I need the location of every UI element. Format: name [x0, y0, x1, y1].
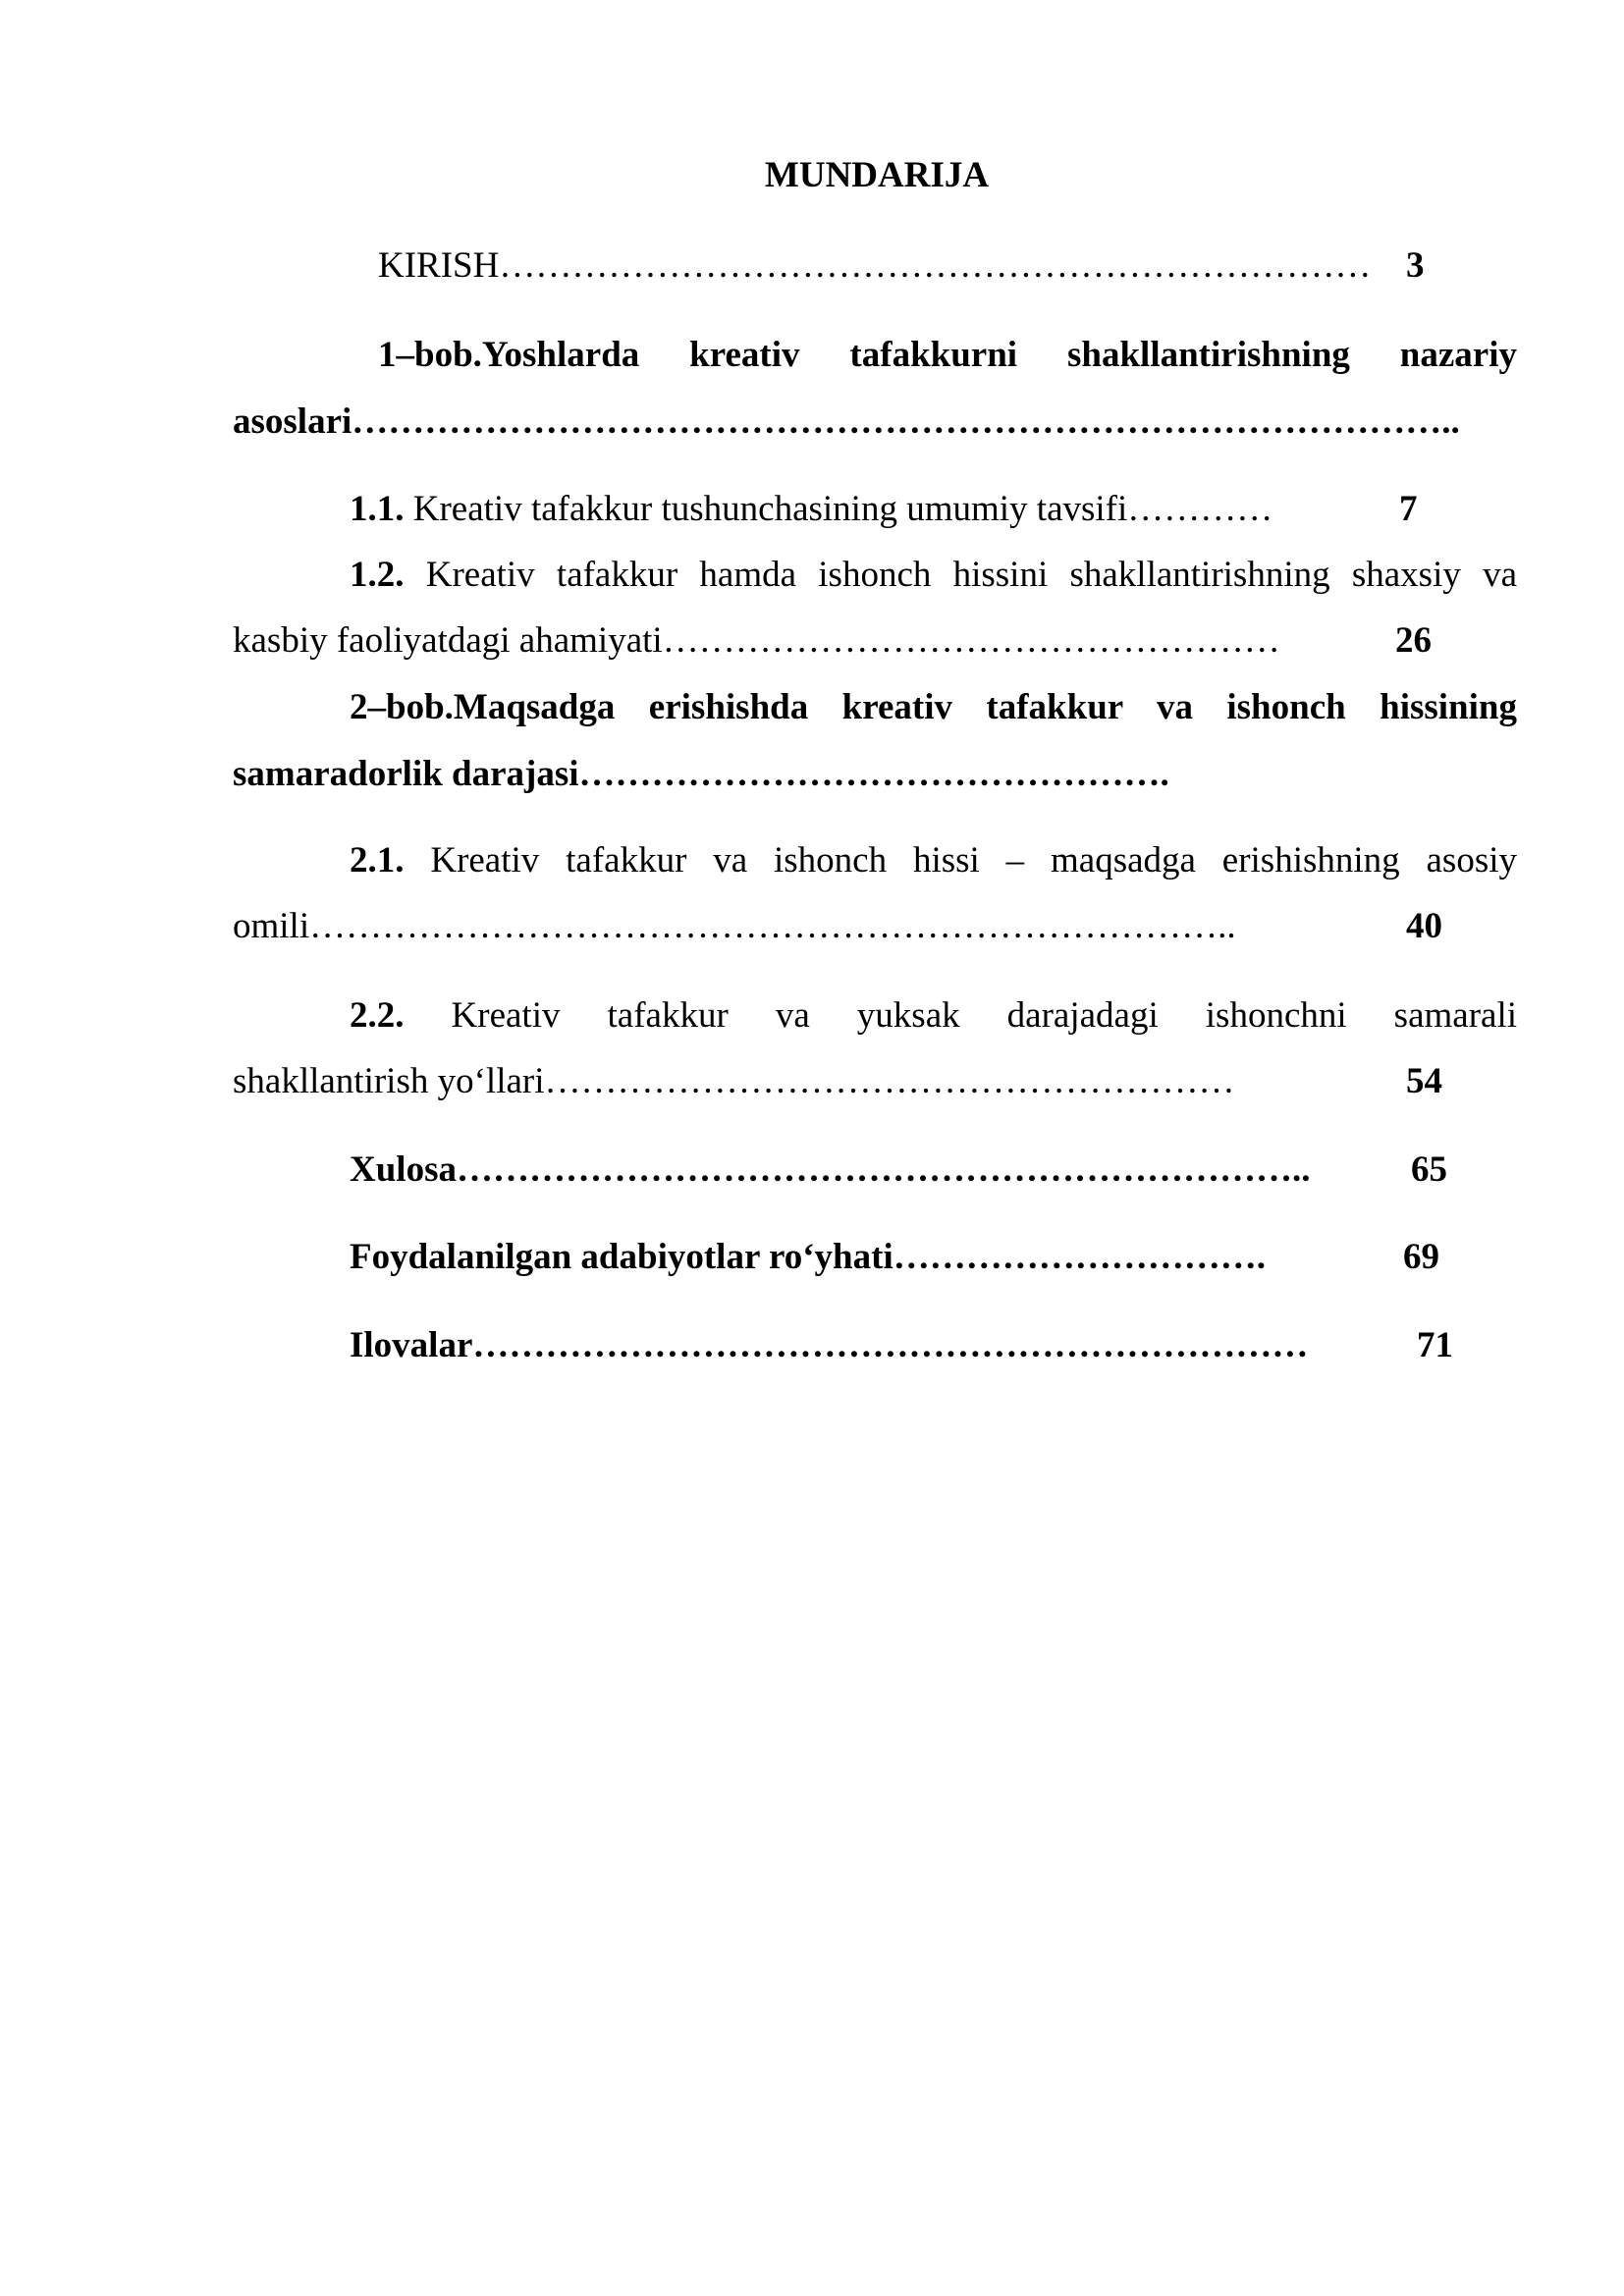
toc-section-number: 2.1.: [350, 840, 405, 881]
toc-entry-appendices: Ilovalar……………………………………………………………: [350, 1325, 1309, 1365]
toc-section-number: 1.1.: [350, 489, 405, 529]
toc-page-number: 7: [1399, 489, 1418, 529]
toc-entry-2-2-line1: [350, 997, 1517, 1034]
toc-entry-text: Kreativ tafakkur va ishonch hissi – maqsadga erishishning asosiy: [430, 840, 1518, 881]
toc-chapter-1-line2: asoslari………………………………………………………………………………..: [233, 401, 1460, 442]
toc-entry-1-2-line2: kasbiy faoliyatdagi ahamiyati……………………………………………: [233, 620, 1280, 661]
toc-entry-text: Kreativ tafakkur tushunchasining umumiy tavsifi…………: [412, 489, 1273, 529]
toc-chapter-2-line1: 2–bob.Maqsadga erishishda kreativ tafakkur va ishonch hissining: [350, 687, 1517, 727]
toc-page-number: 65: [1411, 1149, 1447, 1190]
toc-entry-text: Kreativ tafakkur va yuksak darajadagi ishonchni samarali: [451, 995, 1518, 1036]
toc-entry-text: Kreativ tafakkur hamda ishonch hissini shakllantirishning shaxsiy va: [425, 555, 1518, 595]
toc-entry-1-1: [350, 491, 1272, 527]
toc-entry-2-1-line2: omili…………………………………………………………………..: [233, 906, 1236, 946]
toc-section-number: 1.2.: [350, 555, 405, 595]
toc-page-number: 54: [1406, 1061, 1442, 1101]
toc-section-number: 2.2.: [350, 995, 405, 1036]
toc-entry-2-2-line2: shakllantirish yo‘llari…………………………………………………: [233, 1061, 1235, 1101]
toc-entry-xulosa: Xulosa……………………………………………………………..: [350, 1149, 1311, 1190]
toc-page-number: 3: [1406, 245, 1425, 286]
toc-entry-2-1-line1: [350, 842, 1517, 879]
toc-entry-1-2-line1: [350, 557, 1517, 593]
page-title: MUNDARIJA: [764, 155, 990, 195]
toc-entry-references: Foydalanilgan adabiyotlar ro‘yhati………………………….: [350, 1237, 1266, 1277]
toc-entry-text: KIRISH………………………………………………………………: [378, 245, 1372, 286]
toc-page-number: 26: [1395, 620, 1432, 661]
toc-page-number: 69: [1403, 1237, 1439, 1277]
toc-entry-kirish: [378, 247, 1371, 284]
toc-page-number: 71: [1417, 1325, 1453, 1365]
toc-page-number: 40: [1406, 906, 1442, 946]
toc-chapter-1-line1: 1–bob.Yoshlarda kreativ tafakkurni shakllantirishning nazariy: [378, 335, 1517, 375]
toc-chapter-2-line2: samaradorlik darajasi………………………………………….: [233, 754, 1169, 794]
